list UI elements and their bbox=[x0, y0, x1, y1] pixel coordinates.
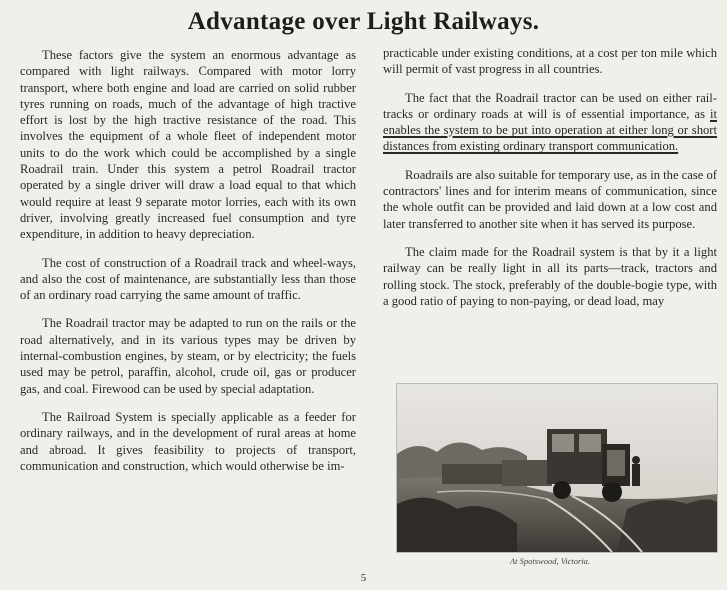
underlined-text: it enables the system to be put into operation at either long or short distances from existing ordinary transport communication. bbox=[383, 106, 717, 154]
roadrail-tractor-photo bbox=[396, 383, 718, 553]
page-number: 5 bbox=[360, 572, 367, 584]
paragraph: The Roadrail tractor may be adapted to run on the rails or the road alternatively, and in its various types may be driven by internal-combustion engines, by steam, or by electricity; the fuels used may be petrol, paraffin, alcohol, crude oil, gas or producer gas, and coal. Firewood can be used by special adaptation. bbox=[20, 316, 356, 396]
paragraph: The Railroad System is specially applicable as a feeder for ordinary railways, and in the development of rural areas at home and abroad. It gives feasibility to projects of transport, communication and construction, which would otherwise be im- bbox=[20, 409, 356, 473]
paragraph: The cost of construction of a Roadrail track and wheel-ways, and also the cost of maintenance, are substantially less than those of an ordinary road carrying the same amount of traffic. bbox=[20, 255, 356, 303]
paragraph: The claim made for the Roadrail system is that by it a light railway can be really light in all its parts—track, tractors and rolling stock. The stock, preferably of the double-bogie type, with a good ratio of paying to non-paying, or dead load, may bbox=[383, 244, 717, 308]
photo-caption: At Spotswood, Victoria. bbox=[509, 556, 591, 566]
paragraph bbox=[383, 90, 717, 155]
right-column bbox=[383, 45, 717, 321]
left-column bbox=[20, 47, 356, 486]
paragraph: These factors give the system an enormous advantage as compared with light railways. Compared with motor lorry transport, where both engine and load are carried on solid rubber tyres running on roads, much of the advantage of high tractive effort is lost by the high tractive resistance of the road. This involves the equipment of a whole fleet of independent motor units to do the work which could be accomplished by a single Roadrail train. Under this system a petrol Roadrail tractor operated by a single driver will draw a load equal to that which would require at least 9 separate motor lorries, each with its own driver, involving greatly increased fuel consumption and tyre expenditure, in addition to heavy depreciation. bbox=[20, 48, 356, 242]
paragraph-continued: practicable under existing conditions, at a cost per ton mile which will permit of vast progress in all countries. bbox=[383, 46, 717, 77]
page-title: Advantage over Light Railways. bbox=[187, 8, 540, 35]
paragraph-text: The fact that the Roadrail tractor can be used on either rail-tracks or ordinary roads at will is of essential importance, as bbox=[383, 90, 717, 121]
photo-illustration bbox=[397, 384, 717, 552]
paragraph: Roadrails are also suitable for temporary use, as in the case of contractors' lines and for interim means of communication, since the whole outfit can be provided and laid down at a low cost and later transferred to another site when it has served its purpose. bbox=[383, 167, 717, 231]
